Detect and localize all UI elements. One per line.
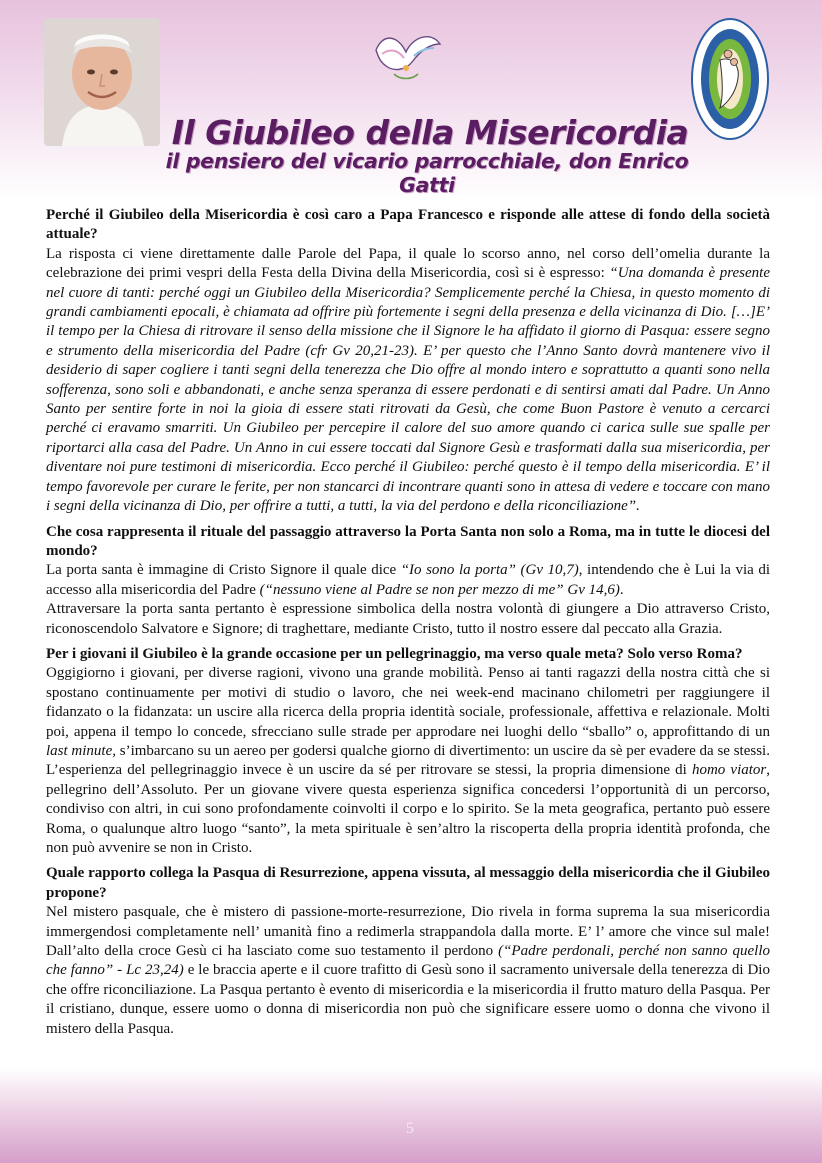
- answer-2-quote: “Io sono la porta” (Gv 10,7): [400, 562, 579, 579]
- answer-1: [46, 245, 770, 517]
- answer-3-text: Oggigiorno i giovani, per diverse ragioni, vivono una grande mobilità. Penso ai tanti ragazzi della nostra città che si spostano continuamente per motivi di studio o lavoro, che nei week-end macinano chilometri per raggiungere il fidanzato o la fidanzata: un uscire alla ricerca della propria identità sociale, professionale, affettiva e relazionale. Molti poi, appena il tempo lo concede, sfrecciano sulle strade per approdare nei luoghi dello “sballo” o, approfittando di un: [46, 665, 770, 740]
- pope-portrait: [44, 18, 160, 146]
- article-body: [46, 206, 770, 1039]
- answer-4-text: Nel mistero pasquale, che è mistero di passione-morte-resurrezione, Dio rivela in forma suprema la sua misericordia immergendosi completamente nell’ umanità fino a redimerla strappandola dalla morte. E’ l’ amore che vince sul male! Dall’alto della croce Gesù ci ha lasciato come suo testamento il perdono: [46, 904, 770, 960]
- page-number: 5: [406, 1120, 414, 1137]
- footer-band: [0, 1068, 822, 1163]
- dove-logo-icon: [368, 28, 446, 86]
- answer-2-text-c: .: [619, 581, 624, 598]
- answer-3: [46, 664, 770, 761]
- answer-1-quote: “Una domanda è presente nel cuore di tanti: perché oggi un Giubileo della Misericordia? Semplicemente perché la Chiesa, in questo momento di grandi cambiamenti epocali, è chiamata ad offrire più fortemente i segni della presenza e della vicinanza di Dio. […]E’ il tempo per la Chiesa di ritrovare il senso della missione che il Signore le ha affidato il giorno di Pasqua: essere segno e strumento della misericordia del Padre (cfr Gv 20,21-23). E’ per questo che l’Anno Santo dovrà mantenere vivo il desiderio di saper cogliere i tanti segni della tenerezza che Dio offre al mondo intero e soprattutto a quanti sono nella sofferenza, sono soli e abbandonati, e anche senza speranza di essere perdonati e di sentirsi amati dal Padre. Un Anno Santo per sentire forte in noi la gioia di essere stati ritrovati da Gesù, che come Buon Pastore è venuto a cercarci perché ci eravamo smarriti. Un Giubileo per percepire il calore del suo amore quando ci carica sulle sue spalle per riportarci alla casa del Padre. Un Anno in cui essere toccati dal Signore Gesù e trasformati dalla sua misericordia, per diventare noi pure testimoni di misericordia. Ecco perché il Giubileo: perché questo è il tempo della misericordia. E’ il tempo favorevole per curare le ferite, per non stancarci di incontrare quanti sono in attesa di vedere e toccare con mano i segni della vicinanza di Dio, per offrire a tutti, a tutti, la via del perdono e della riconciliazione”.: [46, 265, 770, 515]
- answer-2-text-b: , intendendo che è Lui la via di accesso alla misericordia del Padre: [46, 562, 770, 598]
- answer-2-quote-b: (“nessuno viene al Padre se non per mezzo di me” Gv 14,6): [259, 581, 620, 598]
- answer-4: [46, 903, 770, 1039]
- answer-3-p2-text-b: , pellegrino dell’Assoluto. Per un giovane vivere questa esperienza significa concedersi l’opportunità di un percorso, condiviso con altri, in cui sono profondamente coinvolti il corpo e lo spirito. Se la meta geografica, pertanto può essere Roma, o qualunque altro luogo “santo”, la meta spirituale è sen’altro la riscoperta della propria identità profonda, che non può avvenire se non in Cristo.: [46, 762, 770, 856]
- answer-3-p2-emphasis: homo viator: [691, 762, 767, 779]
- question-2: Che cosa rappresenta il rituale del passaggio attraverso la Porta Santa non solo a Roma, ma in tutte le diocesi del mondo?: [46, 523, 770, 559]
- question-3: Per i giovani il Giubileo è la grande occasione per un pellegrinaggio, ma verso quale meta? Solo verso Roma?: [46, 645, 743, 662]
- answer-2-paragraph-2: Attraversare la porta santa pertanto è espressione simbolica della nostra volontà di giungere a Dio attraverso Cristo, riconoscendolo Salvatore e Signore; di traghettare, mediante Cristo, tutto il nostro essere dal peccato alla Grazia.: [46, 601, 770, 637]
- page-subtitle: il pensiero del vicario parrocchiale, don Enrico Gatti: [165, 149, 689, 197]
- question-1: Perché il Giubileo della Misericordia è così caro a Papa Francesco e risponde alle attese di fondo della società attuale?: [46, 207, 770, 243]
- answer-2-text: La porta santa è immagine di Cristo Signore il quale dice: [46, 562, 401, 579]
- answer-4-quote: (“Padre perdonali, perché non sanno quello che fanno” - Lc 23,24): [46, 943, 771, 979]
- answer-1-text: La risposta ci viene direttamente dalle Parole del Papa, il quale lo scorso anno, nel corso dell’omelia durante la celebrazione dei primi vespri della Festa della Divina della Misericordia, così si è espresso:: [46, 245, 770, 282]
- jubilee-logo-icon: [690, 16, 770, 142]
- answer-4-text-b: e le braccia aperte e il cuore trafitto di Gesù sono il sacramento universale della tenerezza di Dio che offre riconciliazione. La Pasqua pertanto è evento di misericordia e la misericordia il frutto maturo della Pasqua. Per il cristiano, dunque, essere uomo o donna di misericordia non può che significare essere uomo o donna che vivono il mistero della Pasqua.: [46, 962, 770, 1037]
- answer-2: [46, 561, 770, 600]
- answer-3-text-b: s’imbarcano su un aereo per godersi qualche giorno di divertimento: un uscire da sè per evadere da se stessi.: [116, 742, 770, 759]
- question-4: Quale rapporto collega la Pasqua di Resurrezione, appena vissuta, al messaggio della misericordia che il Giubileo propone?: [46, 865, 770, 901]
- answer-3-p2-text: L’esperienza del pellegrinaggio invece è un uscire da sé per ritrovare se stessi, la propria dimensione di: [46, 762, 692, 779]
- answer-3-paragraph-2: [46, 761, 770, 858]
- answer-3-emphasis: last minute,: [46, 742, 116, 759]
- page-title: Il Giubileo della Misericordia: [171, 113, 689, 152]
